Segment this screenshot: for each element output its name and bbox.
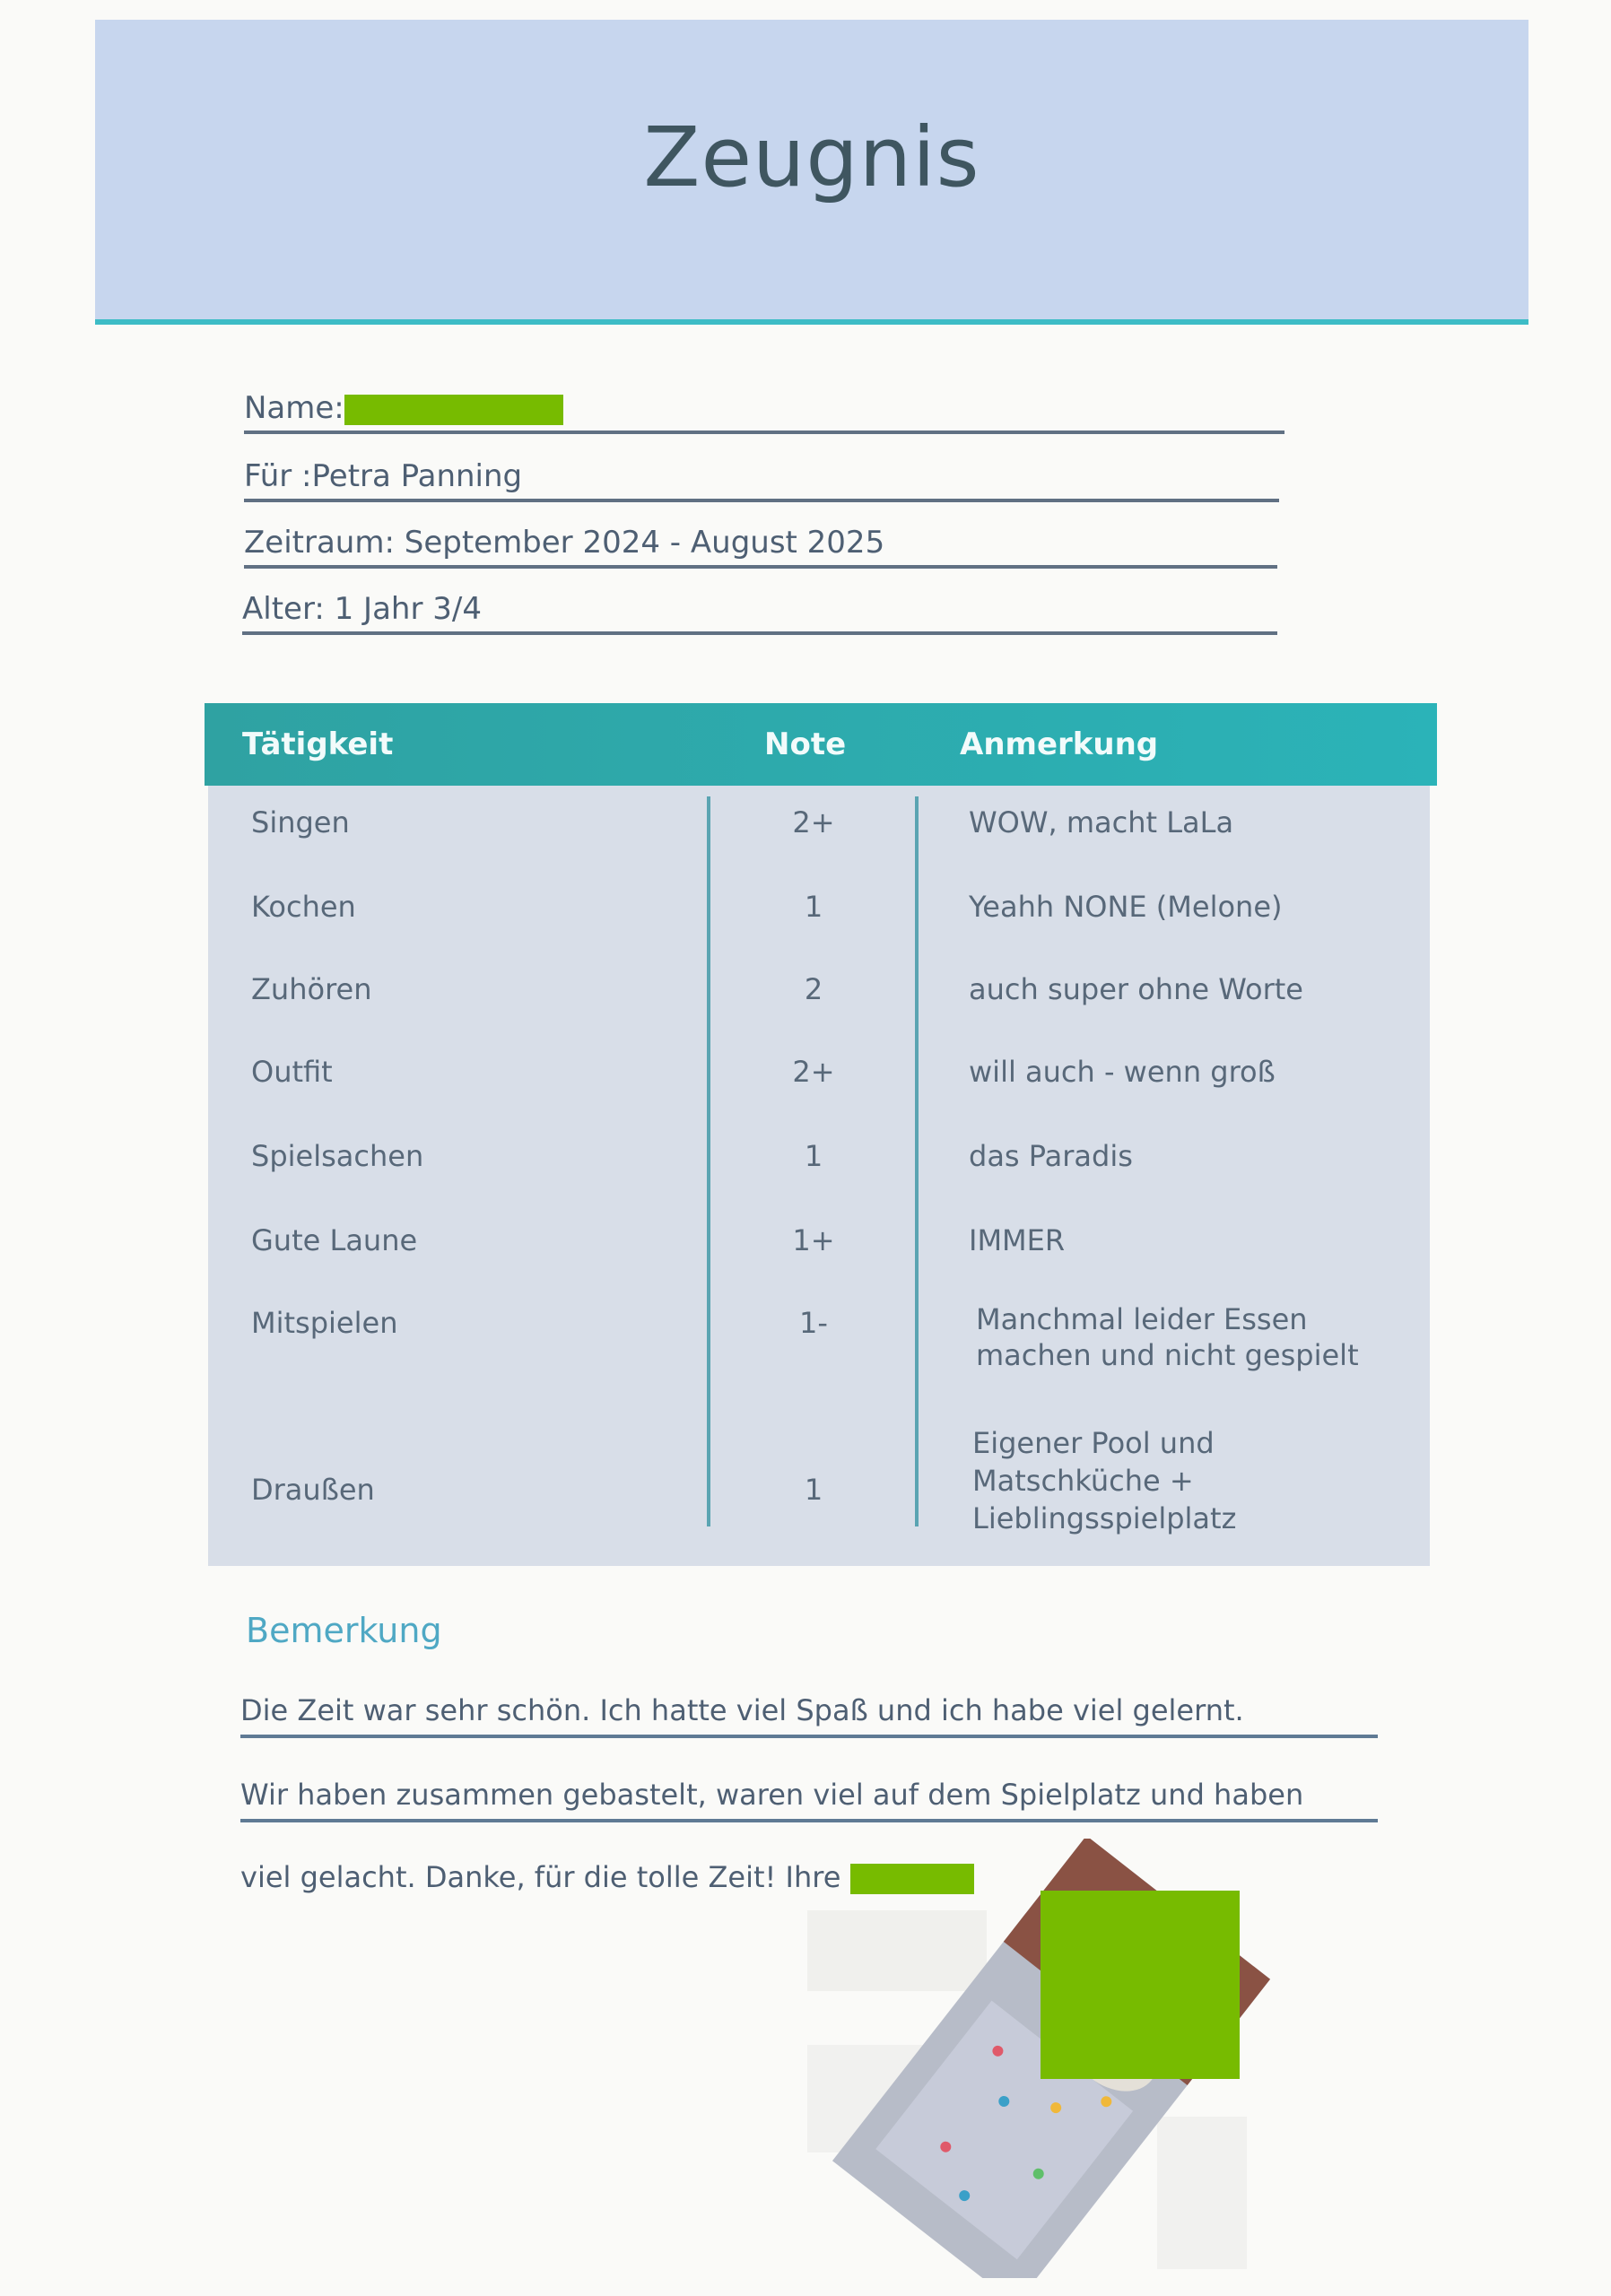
column-divider <box>707 796 710 1526</box>
row-grade: 2+ <box>792 1055 835 1089</box>
row-grade: 1- <box>799 1306 828 1340</box>
header-activity: Tätigkeit <box>242 726 394 762</box>
grade-table <box>205 703 1437 1566</box>
name-label: Name: <box>244 390 344 426</box>
row-remark-line: machen und nicht gespielt <box>976 1338 1359 1372</box>
row-grade: 2 <box>804 972 823 1006</box>
for-line: Für :Petra Panning <box>244 454 1279 502</box>
age-line: Alter: 1 Jahr 3/4 <box>242 587 1277 635</box>
taped-photo <box>807 1839 1292 2278</box>
row-remark: IMMER <box>969 1223 1066 1257</box>
column-divider <box>915 796 919 1526</box>
row-activity: Spielsachen <box>251 1139 424 1173</box>
row-activity: Outfit <box>251 1055 333 1089</box>
row-remark-line: Matschküche + <box>972 1464 1194 1498</box>
row-activity: Gute Laune <box>251 1223 418 1257</box>
row-remark: auch super ohne Worte <box>969 972 1303 1006</box>
table-header <box>205 703 1437 786</box>
row-activity: Kochen <box>251 890 356 924</box>
row-activity: Mitspielen <box>251 1306 398 1340</box>
header-grade: Note <box>764 726 847 762</box>
row-remark: will auch - wenn groß <box>969 1055 1276 1089</box>
row-remark: WOW, macht LaLa <box>969 805 1234 839</box>
row-activity: Draußen <box>251 1473 375 1507</box>
remarks-line-text: viel gelacht. Danke, für die tolle Zeit! Ihre <box>240 1860 841 1894</box>
remarks-line: Die Zeit war sehr schön. Ich hatte viel Spaß und ich habe viel gelernt. <box>240 1686 1378 1738</box>
row-grade: 1 <box>804 890 823 924</box>
name-line <box>244 386 1284 434</box>
row-remark-line: Manchmal leider Essen <box>976 1302 1308 1336</box>
page-title: Zeugnis <box>643 109 980 205</box>
header-band <box>95 20 1528 325</box>
header-remark: Anmerkung <box>960 726 1159 762</box>
remarks-line: Wir haben zusammen gebastelt, waren viel auf dem Spielplatz und haben <box>240 1770 1378 1822</box>
row-grade: 1 <box>804 1139 823 1173</box>
table-body <box>208 786 1430 1566</box>
row-grade: 1 <box>804 1473 823 1507</box>
row-grade: 2+ <box>792 805 835 839</box>
row-remark: das Paradis <box>969 1139 1133 1173</box>
period-line: Zeitraum: September 2024 - August 2025 <box>244 520 1277 569</box>
row-remark-line: Lieblingsspielplatz <box>972 1501 1237 1535</box>
tape-strip <box>1157 2117 1247 2269</box>
row-activity: Singen <box>251 805 350 839</box>
row-grade: 1+ <box>792 1223 835 1257</box>
tape-strip <box>807 1910 987 1991</box>
name-redaction <box>344 395 563 425</box>
row-activity: Zuhören <box>251 972 372 1006</box>
face-redaction <box>1041 1891 1240 2079</box>
remarks-heading: Bemerkung <box>246 1611 442 1650</box>
photo-collage <box>807 1839 1292 2278</box>
row-remark: Yeahh NONE (Melone) <box>969 890 1283 924</box>
row-remark-line: Eigener Pool und <box>972 1426 1215 1460</box>
